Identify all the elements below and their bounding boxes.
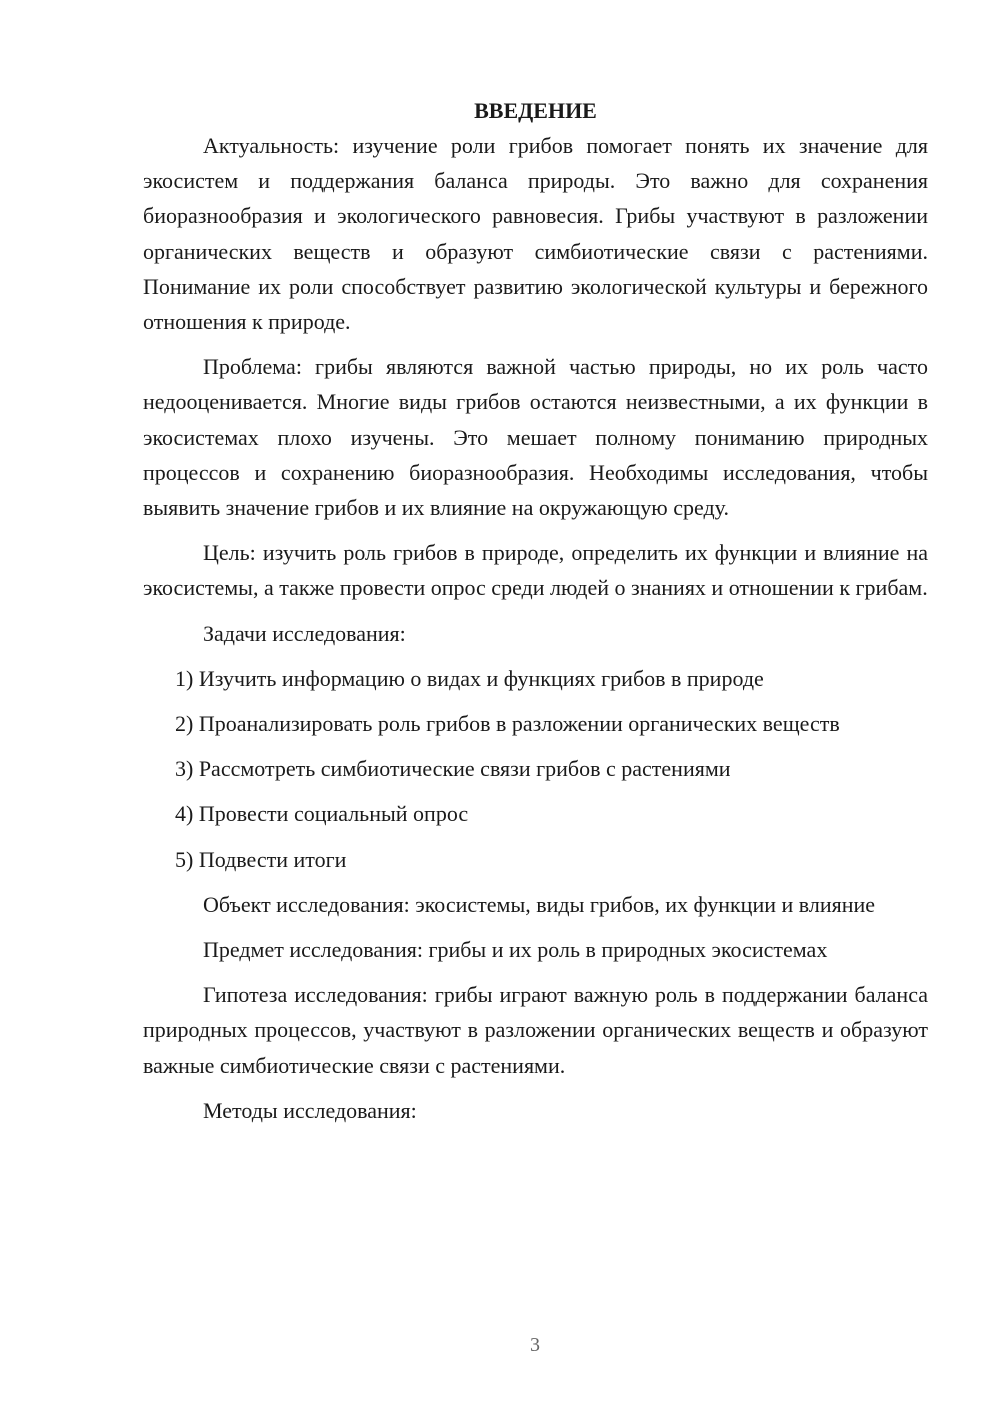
problem-paragraph: Проблема: грибы являются важной частью природы, но их роль часто недооценивается. Многие виды грибов остаются неизвестными, а их функции в экосистемах плохо изучены. Это мешает полному пониманию природных процессов и сохранению биоразнообразия. Необходимы исследования, чтобы выявить значение грибов и их влияние на окружающую среду. (143, 354, 928, 521)
goal-paragraph: Цель: изучить роль грибов в природе, определить их функции и влияние на экосистемы, а также провести опрос среди людей о знаниях и отношении к грибам. (143, 540, 928, 601)
task-item-5: 5) Подвести итоги (175, 846, 347, 872)
task-item-4: 4) Провести социальный опрос (175, 801, 469, 827)
page-number: 3 (530, 1334, 540, 1356)
object-paragraph: Объект исследования: экосистемы, виды грибов, их функции и влияние (203, 891, 876, 917)
task-item-2: 2) Проанализировать роль грибов в разложении органических веществ (175, 711, 840, 737)
document-page (143, 96, 928, 1128)
task-item-1: 1) Изучить информацию о видах и функциях грибов в природе (175, 665, 764, 691)
relevance-paragraph: Актуальность: изучение роли грибов помогает понять их значение для экосистем и поддержания баланса природы. Это важно для сохранения биоразнообразия и экологического равновесия. Грибы участвуют в разложении органических веществ и образуют симбиотические связи с растениями. Понимание их роли способствует развитию экологической культуры и бережного отношения к природе. (143, 133, 928, 335)
task-item-3: 3) Рассмотреть симбиотические связи грибов с растениями (175, 756, 731, 782)
methods-paragraph: Методы исследования: (203, 1097, 417, 1123)
subject-paragraph: Предмет исследования: грибы и их роль в природных экосистемах (203, 937, 828, 963)
tasks-heading: Задачи исследования: (203, 620, 406, 646)
page-title: ВВЕДЕНИЕ (474, 98, 597, 123)
hypothesis-paragraph: Гипотеза исследования: грибы играют важную роль в поддержании баланса природных процессов, участвуют в разложении органических веществ и образуют важные симбиотические связи с растениями. (143, 982, 928, 1078)
